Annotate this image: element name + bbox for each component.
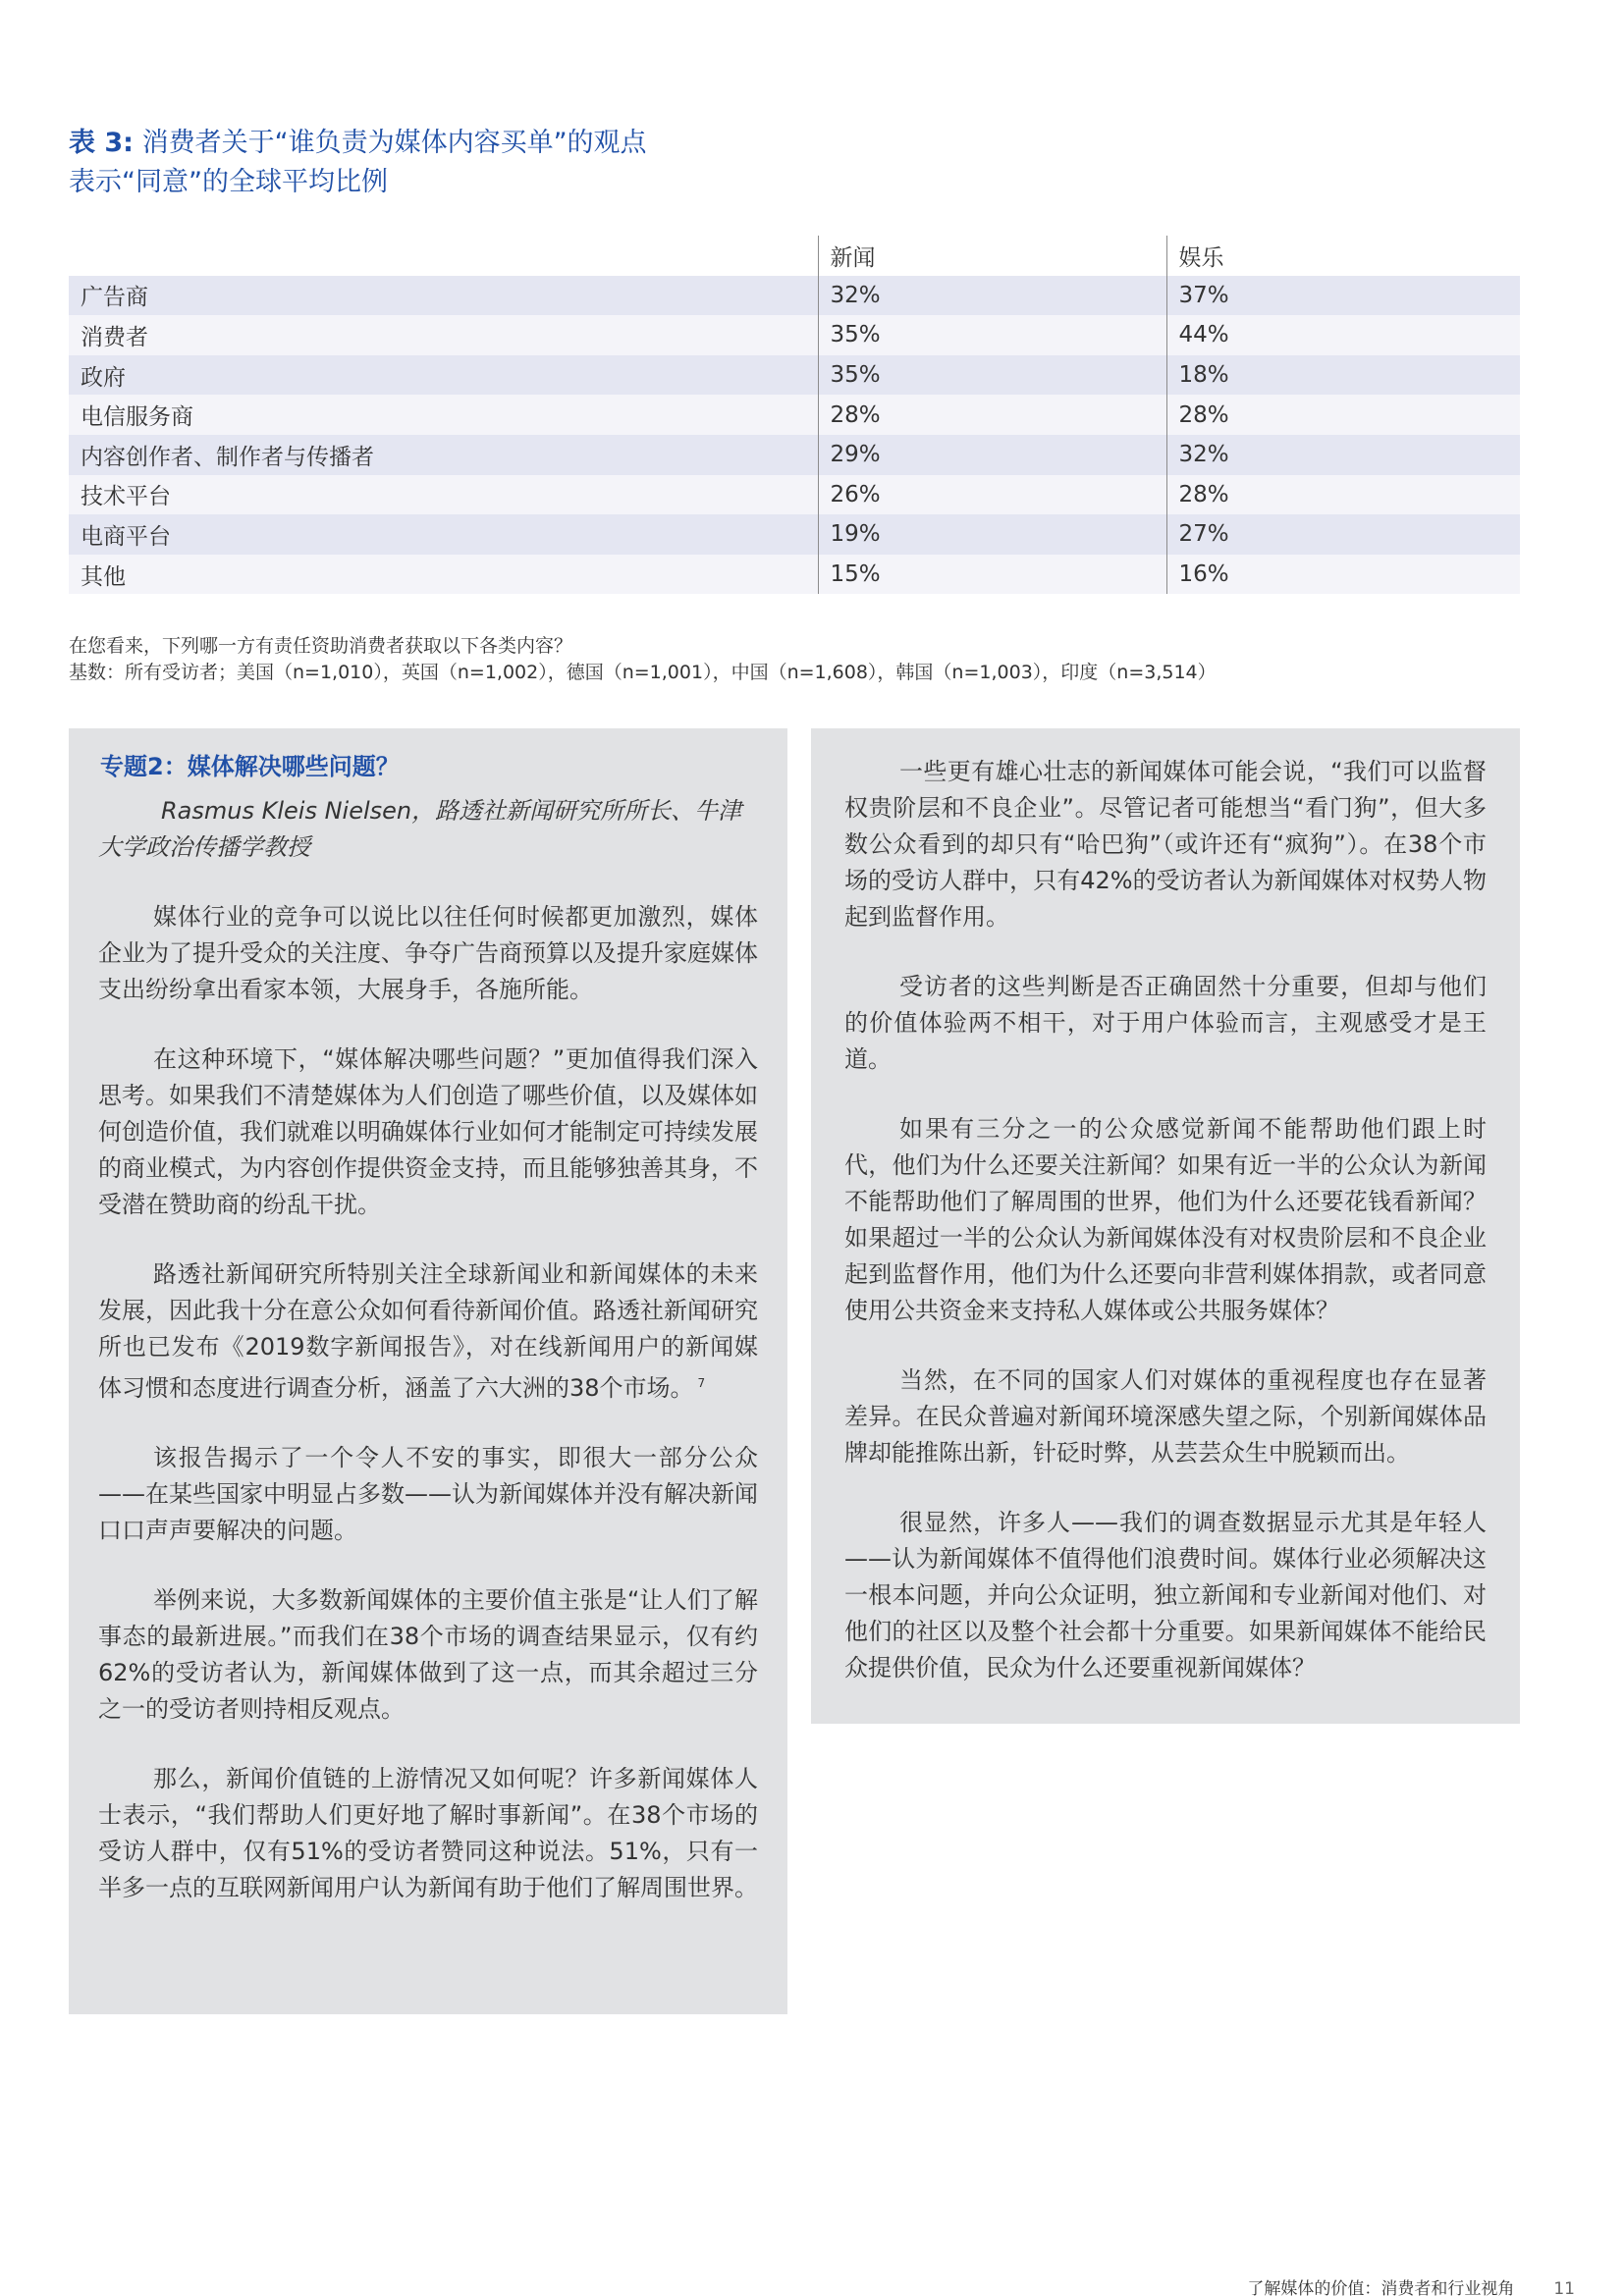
body-paragraph: 很显然，许多人——我们的调查数据显示尤其是年轻人——认为新闻媒体不值得他们浪费时间。媒体行业必须解决这一根本问题，并向公众证明，独立新闻和专业新闻对他们、对他们的社区以及整个社会都十分重要。如果新闻媒体不能给民众提供价值，民众为什么还要重视新闻媒体？ [844,1509,1487,1682]
news-value: 35% [818,355,1166,396]
body-paragraph: 在这种环境下，“媒体解决哪些问题？”更加值得我们深入思考。如果我们不清楚媒体为人们创造了哪些价值，以及媒体如何创造价值，我们就难以明确媒体行业如何才能制定可持续发展的商业模式，为内容创作提供资金支持，而且能够独善其身，不受潜在赞助商的纷乱干扰。 [98,1045,758,1218]
table-title [69,124,952,202]
page-footer [1247,2274,1575,2296]
entertainment-value: 28% [1166,395,1520,435]
table-notes [69,633,1522,686]
table-label: 表 3: [69,128,134,158]
sidebar-right-column [811,728,1520,1724]
row-label: 广告商 [81,285,148,311]
entertainment-value: 32% [1166,435,1520,475]
row-label: 其他 [81,563,126,590]
body-paragraph: 如果有三分之一的公众感觉新闻不能帮助他们跟上时代，他们为什么还要关注新闻？如果有近一半的公众认为新闻不能帮助他们了解周围的世界，他们为什么还要花钱看新闻？如果超过一半的公众认为新闻媒体没有对权贵阶层和不良企业起到监督作用，他们为什么还要向非营利媒体捐款，或者同意使用公共资金来支持私人媒体或公共服务媒体？ [844,1115,1487,1324]
news-value: 32% [818,276,1166,316]
entertainment-value: 18% [1166,355,1520,396]
body-paragraph: 一些更有雄心壮志的新闻媒体可能会说，“我们可以监督权贵阶层和不良企业”。尽管记者可能想当“看门狗”，但大多数公众看到的却只有“哈巴狗”（或许还有“疯狗”）。在38个市场的受访人群中，只有42%的受访者认为新闻媒体对权势人物起到监督作用。 [844,758,1487,931]
row-label: 电商平台 [81,523,171,550]
row-label: 电信服务商 [81,404,193,431]
table-row [69,555,1520,595]
sidebar-author: Rasmus Kleis Nielsen，路透社新闻研究所所长、牛津大学政治传播学教授 [98,797,742,861]
body-paragraph: 受访者的这些判断是否正确固然十分重要，但却与他们的价值体验两不相干，对于用户体验而言，主观感受才是王道。 [844,973,1487,1073]
body-paragraph: 当然，在不同的国家人们对媒体的重视程度也存在显著差异。在民众普遍对新闻环境深感失望之际，个别新闻媒体品牌却能推陈出新，针砭时弊，从芸芸众生中脱颖而出。 [844,1366,1487,1467]
body-paragraph: 那么，新闻价值链的上游情况又如何呢？许多新闻媒体人士表示，“我们帮助人们更好地了解时事新闻”。在38个市场的受访人群中，仅有51%的受访者赞同这种说法。51%，只有一半多一点的互联网新闻用户认为新闻有助于他们了解周围世界。 [98,1765,758,1901]
paragraph-text: 路透社新闻研究所特别关注全球新闻业和新闻媒体的未来发展，因此我十分在意公众如何看待新闻价值。路透社新闻研究所也已发布《2019数字新闻报告》，对在线新闻用户的新闻媒体习惯和态度进行调查分析，涵盖了六大洲的38个市场。 [98,1260,758,1402]
body-paragraph [98,1256,758,1407]
entertainment-value: 28% [1166,475,1520,515]
row-label: 技术平台 [81,484,171,510]
body-paragraph: 媒体行业的竞争可以说比以往任何时候都更加激烈，媒体企业为了提升受众的关注度、争夺广告商预算以及提升家庭媒体支出纷纷拿出看家本领，大展身手，各施所能。 [98,903,758,1003]
body-paragraph: 举例来说，大多数新闻媒体的主要价值主张是“让人们了解事态的最新进展。”而我们在38个市场的调查结果显示，仅有约62%的受访者认为，新闻媒体做到了这一点，而其余超过三分之一的受访者则持相反观点。 [98,1586,758,1723]
sample-base: 基数：所有受访者；美国（n=1,010），英国（n=1,002），德国（n=1,001），中国（n=1,608），韩国（n=1,003），印度（n=3,514） [69,662,1217,683]
sidebar-left-column [69,728,787,2014]
entertainment-value: 27% [1166,514,1520,555]
news-value: 19% [818,514,1166,555]
table-row [69,435,1520,475]
entertainment-value: 44% [1166,315,1520,355]
header-cell-entertainment: 娱乐 [1166,236,1520,276]
sponsor-table [69,236,1520,594]
entertainment-value: 16% [1166,555,1520,595]
table-row [69,514,1520,555]
table-row [69,315,1520,355]
footer-title: 了解媒体的价值：消费者和行业视角 [1247,2279,1515,2296]
news-value: 29% [818,435,1166,475]
body-paragraph: 该报告揭示了一个令人不安的事实，即很大一部分公众——在某些国家中明显占多数——认为新闻媒体并没有解决新闻口口声声要解决的问题。 [98,1444,758,1544]
table-header-row [69,236,1520,276]
table-title-line1: 消费者关于“谁负责为媒体内容买单”的观点 [141,128,647,158]
header-cell-news: 新闻 [818,236,1166,276]
table-title-line2: 表示“同意”的全球平均比例 [69,167,388,197]
news-value: 28% [818,395,1166,435]
row-label: 内容创作者、制作者与传播者 [81,444,374,470]
footnote-ref: 7 [697,1376,706,1390]
row-label: 政府 [81,364,126,391]
news-value: 35% [818,315,1166,355]
table-row [69,475,1520,515]
survey-question: 在您看来，下列哪一方有责任资助消费者获取以下各类内容？ [69,635,573,657]
news-value: 15% [818,555,1166,595]
page-number: 11 [1553,2279,1575,2296]
header-cell [69,236,818,276]
table-row [69,276,1520,316]
table-row [69,395,1520,435]
sidebar-heading: 专题2：媒体解决哪些问题？ [100,753,400,780]
news-value: 26% [818,475,1166,515]
row-label: 消费者 [81,324,148,350]
table-row [69,355,1520,396]
entertainment-value: 37% [1166,276,1520,316]
